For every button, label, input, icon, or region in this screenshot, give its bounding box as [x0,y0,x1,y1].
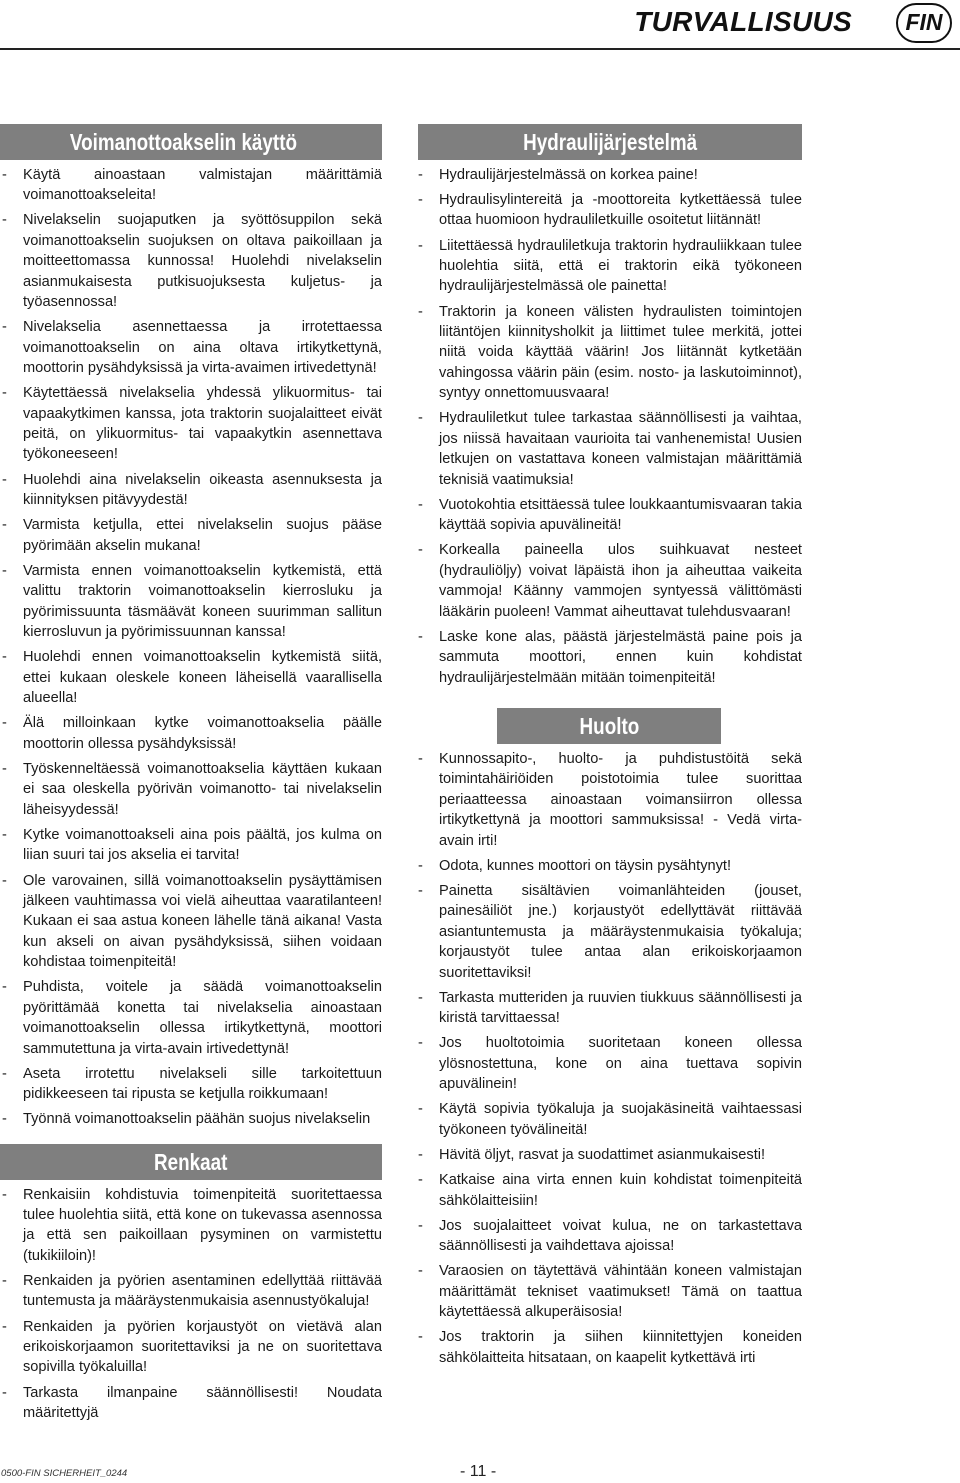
list-item: - Liitettäessä hydrauliletkuja traktorin hydrauliikkaan tulee huolehtia siitä, että ei traktorin eikä työkoneen hydraulijärjestelmässä ole painetta! [418,236,802,297]
list-item: - Aseta irrotettu nivelakseli sille tarkoitettuun pidikkeeseen tai ripusta se ketjulla roikkumaan! [2,1064,382,1105]
list-item: - Huolehdi aina nivelakselin oikeasta asennuksesta ja kiinnityksen pitävyydestä! [2,470,382,511]
list-item: - Nivelakselia asennettaessa ja irrotettaessa voimanottoakselin on aina oltava irtikytkettynä, moottorin pysähdyksissä ja virta-avaimen irtivedettynä! [2,317,382,378]
list-item: - Odota, kunnes moottori on täysin pysähtynyt! [418,856,802,876]
pto-list [0,165,382,1130]
list-item: - Varmista ketjulla, ettei nivelakselin suojus pääse pyörimään akselin mukana! [2,515,382,556]
section-heading-pto: Voimanottoakselin käyttö [0,124,382,160]
list-item: - Työskenneltäessä voimanottoakselia käyttäen kukaan ei saa oleskella pyörivän voimanotto- tai nivelakselin läheisyydessä! [2,759,382,820]
list-item: - Hävitä öljyt, rasvat ja suodattimet asianmukaisesti! [418,1145,802,1165]
hydraulics-list [418,165,802,688]
language-badge: FIN [896,3,952,43]
list-item: - Kytke voimanottoakseli aina pois päältä, jos kulma on liian suuri tai jos akselia ei tarvita! [2,825,382,866]
header-divider [0,48,960,50]
list-item: - Katkaise aina virta ennen kuin kohdistat toimenpiteitä sähkölaitteisiin! [418,1170,802,1211]
list-item: - Tarkasta mutteriden ja ruuvien tiukkuus säännöllisesti ja kiristä tarvittaessa! [418,988,802,1029]
list-item: - Käytettäessä nivelakselia yhdessä ylikuormitus- tai vapaakytkimen kanssa, jota traktorin suojalaitteet eivät peitä, on ylikuormitus- tai vapaakytkin asennettava työkoneeseen! [2,383,382,465]
list-item: - Työnnä voimanottoakselin päähän suojus nivelakselin [2,1109,382,1129]
list-item: - Renkaisiin kohdistuvia toimenpiteitä suoritettaessa tulee huolehtia siitä, että kone on tukevassa asennossa ja että sen paikoillaan pysyminen on varmistettu (tukikiiloin)! [2,1185,382,1267]
list-item: - Älä milloinkaan kytke voimanottoakselia päälle moottorin ollessa pysähdyksissä! [2,713,382,754]
list-item: - Jos traktorin ja siihen kiinnitettyjen koneiden sähkölaitteita hitsataan, on kaapelit kytkettävä irti [418,1327,802,1368]
list-item: - Hydraulijärjestelmässä on korkea paine! [418,165,802,185]
list-item: - Käytä sopivia työkaluja ja suojakäsineitä vaihtaessasi työkoneen työvälineitä! [418,1099,802,1140]
list-item: - Ole varovainen, sillä voimanottoakselin pysäyttämisen jälkeen vauhtimassa voi vielä aiheuttaa vaaratilanteen! Kukaan ei saa astua koneen lähelle tänä aikana! Vasta kun akseli on aivan pysähdyksissä, siihen voidaan kohdistaa toimenpiteitä! [2,871,382,973]
list-item: - Huolehdi ennen voimanottoakselin kytkemistä siitä, ettei kukaan oleskele koneen läheisellä vaarallisella alueella! [2,647,382,708]
document-code: 0500-FIN SICHERHEIT_0244 [1,1468,128,1479]
list-item: - Nivelakselin suojaputken ja syöttösuppilon sekä voimanottoakselin suojuksen on oltava paikoillaan ja moitteettomassa kunnossa! Huolehdi nivelakselin asianmukaisesta putkisuojuksesta kuljetus- ja työasennossa! [2,210,382,312]
section-heading-tyres: Renkaat [0,1144,382,1180]
list-item: - Hydraulisylintereitä ja -moottoreita kytkettäessä tulee ottaa huomioon hydrauliletkuille osoitetut liitännät! [418,190,802,231]
page-number: - 11 - [460,1463,497,1480]
list-item: - Puhdista, voitele ja säädä voimanottoakselin pyörittämää konetta tai nivelakselia ainoastaan voimanottoakselin ollessa irtikytkettynä, moottori sammutettuna ja virta-avain irtivedettynä! [2,977,382,1059]
left-column [0,124,382,1423]
right-column [418,124,802,1368]
list-item: - Vuotokohtia etsittäessä tulee loukkaantumisvaaran takia käyttää sopivia apuvälineitä! [418,495,802,536]
list-item: - Renkaiden ja pyörien asentaminen edellyttää riittävää tuntemusta ja määräystenmukaisia asennustyökaluja! [2,1271,382,1312]
list-item: - Korkealla paineella ulos suihkuavat nesteet (hydrauliöljy) voivat läpäistä ihon ja aiheuttaa vaikeita vammoja! Käänny vammojen syntyessä välittömästi lääkärin puoleen! Vammat aiheuttavat tulehdusvaaran! [418,540,802,622]
maintenance-list [418,749,802,1368]
list-item: - Varaosien on täytettävä vähintään koneen valmistajan määrittämät tekniset vaatimukset! Tämä on taattua käytettäessä alkuperäisosia! [418,1261,802,1322]
list-item: - Käytä ainoastaan valmistajan määrittämiä voimanottoakseleita! [2,165,382,206]
list-item: - Traktorin ja koneen välisten hydraulisten toimintojen liitäntöjen kiinnitysholkit ja liittimet tulee merkitä, jottei niitä voida käyttää väärin! Jos liitännät kytketään vahingossa väärin päin (esim. nosto- ja laskutoiminnot), syntyy onnettomuusvaara! [418,302,802,404]
list-item: - Laske kone alas, päästä järjestelmästä paine pois ja sammuta moottori, ennen kuin kohdistat hydraulijärjestelmään mitään toimenpiteitä! [418,627,802,688]
tyres-list [0,1185,382,1424]
list-item: - Jos suojalaitteet voivat kulua, ne on tarkastettava säännöllisesti ja vaihdettava ajoissa! [418,1216,802,1257]
list-item: - Renkaiden ja pyörien korjaustyöt on vietävä alan erikoiskorjaamon suoritettaviksi ja ne on suoritettava sopivilla työkaluilla! [2,1317,382,1378]
section-heading-maintenance: Huolto [497,708,721,744]
list-item: - Kunnossapito-, huolto- ja puhdistustöitä sekä toimintahäiriöiden poistotoimia tulee suorittaa periaatteessa ainoastaan voimansiirron ollessa irtikytkettynä ja moottori sammuksissa! - Vedä virta-avain irti! [418,749,802,851]
section-heading-hydraulics: Hydraulijärjestelmä [418,124,802,160]
page-title: TURVALLISUUS [634,6,852,37]
list-item: - Tarkasta ilmanpaine säännöllisesti! Noudata määritettyjä [2,1383,382,1424]
list-item: - Hydrauliletkut tulee tarkastaa säännöllisesti ja vaihtaa, jos niissä havaitaan vaurioita tai vanhenemista! Uusien letkujen on vastattava koneen valmistajan määrittämiä teknisiä vaatimuksia! [418,408,802,490]
list-item: - Jos huoltotoimia suoritetaan koneen ollessa ylösnostettuna, kone on aina tuettava sopivin apuvälinein! [418,1033,802,1094]
list-item: - Varmista ennen voimanottoakselin kytkemistä, että valittu traktorin voimanottoakselin kierrosluku ja pyörimissuunta täsmäävät koneen suurimman sallitun kierrosluvun ja pyörimissuunnan kanssa! [2,561,382,643]
list-item: - Painetta sisältävien voimanlähteiden (jouset, painesäiliöt jne.) korjaustyöt edellyttävät riittävää asiantuntemusta ja määräystenmukaisia työkaluja; korjaustyöt tulee antaa alan erikoiskorjaamon suoritettaviksi! [418,881,802,983]
